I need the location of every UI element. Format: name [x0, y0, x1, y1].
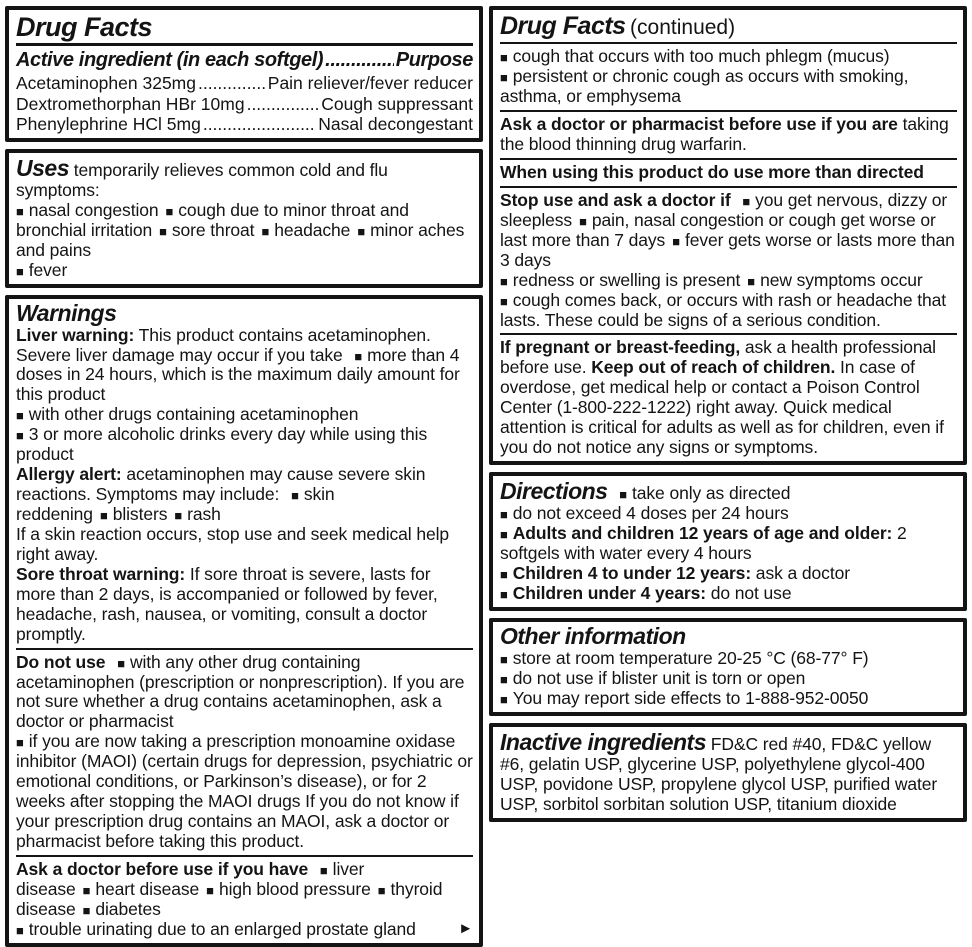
ingredient-purpose: Pain reliever/fever reducer: [267, 72, 473, 93]
warfarin-paragraph: [500, 115, 957, 155]
text-run: In case of overdose, get medical help or contact a Poison Control Center (1-800-222-1222) right away. Quick medical attention is critical for adults as well as for children, even if you do not notice any signs or symptoms.: [500, 357, 944, 458]
text-run: liver disease: [16, 858, 365, 899]
bullet-square-icon: ■: [16, 204, 24, 220]
bullet-square-icon: ■: [99, 508, 108, 524]
text-run: When using this product do use more than directed: [500, 161, 924, 182]
text-run: temporarily relieves common cold and flu symptoms:: [16, 159, 388, 201]
text-run: Keep out of reach of children.: [591, 357, 836, 378]
continued-suffix: (continued): [630, 16, 736, 39]
text-run: These could be signs of a serious condition.: [540, 309, 881, 330]
text-run: Do not use: [16, 651, 111, 672]
bullet-square-icon: ■: [117, 655, 125, 671]
bullet-square-icon: ■: [319, 862, 328, 878]
table-row: [16, 114, 473, 135]
text-run: Allergy alert:: [16, 464, 122, 485]
title-divider: [500, 42, 957, 44]
text-run: minor aches and pains: [16, 219, 465, 260]
text-run: Uses: [16, 154, 69, 181]
when-using-paragraph: [500, 163, 957, 183]
title-divider: [16, 43, 473, 46]
text-run: [607, 483, 612, 503]
dot-leader: [198, 73, 266, 94]
bullet-square-icon: ■: [82, 882, 91, 898]
bullet-square-icon: ■: [357, 223, 366, 239]
text-run: do not use if blister unit is torn or open: [512, 667, 806, 688]
bullet-square-icon: ■: [500, 587, 508, 603]
drug-facts-continued-box: [489, 6, 967, 465]
ingredient-purpose: Nasal decongestant: [318, 114, 473, 135]
text-run: ask a doctor: [751, 563, 850, 584]
text-run: rash: [187, 504, 221, 525]
text-run: Stop use and ask a doctor if: [500, 189, 736, 210]
allergy-alert-paragraph: [16, 465, 473, 565]
text-run: with other drugs containing acetaminophen: [28, 404, 359, 425]
dot-leader: [247, 94, 320, 115]
text-run: Children under 4 years:: [512, 583, 706, 604]
text-run: If a skin reaction occurs, stop use and seek medical help right away.: [16, 523, 450, 564]
text-run: sore throat: [171, 219, 255, 240]
bullet-square-icon: ■: [742, 193, 751, 209]
text-run: blisters: [112, 504, 168, 525]
inactive-ingredients-paragraph: [500, 729, 957, 815]
warnings-box: [5, 295, 483, 947]
ingredient-name: Dextromethorphan HBr 10mg: [16, 93, 245, 114]
text-run: Ask a doctor or pharmacist before use if you are: [500, 114, 898, 135]
text-run: ask a health professional before use.: [500, 337, 936, 378]
text-run: you get nervous, dizzy or sleepless: [500, 189, 948, 230]
text-run: more than 4 doses in 24 hours, which is the maximum daily amount for this product: [16, 344, 460, 405]
text-run: high blood pressure: [218, 878, 371, 899]
bullet-square-icon: ■: [500, 651, 508, 667]
text-run: 2 softgels with water every 4 hours: [500, 523, 907, 564]
text-run: Children 4 to under 12 years:: [512, 563, 752, 584]
text-run: skin reddening: [16, 484, 335, 525]
text-run: Inactive ingredients: [500, 728, 707, 755]
text-run: take only as directed: [632, 483, 791, 504]
bullet-square-icon: ■: [747, 273, 756, 289]
liver-warning-paragraph: [16, 326, 473, 466]
bullet-square-icon: ■: [500, 50, 508, 66]
directions-box: [489, 472, 967, 611]
bullet-square-icon: ■: [291, 488, 299, 504]
text-run: do not exceed 4 doses per 24 hours: [512, 503, 789, 524]
text-run: store at room temperature 20-25 °C (68-77° F): [512, 647, 869, 668]
text-run: do not use: [705, 583, 792, 604]
stop-use-paragraph: [500, 191, 957, 331]
other-information-box: [489, 618, 967, 716]
text-run: thyroid disease: [16, 878, 443, 919]
text-run: Directions: [500, 478, 608, 505]
text-run: pain, nasal congestion or cough get worse or last more than 7 days: [500, 209, 936, 250]
page-title-continued: Drug Facts: [500, 12, 626, 40]
bullet-square-icon: ■: [261, 223, 270, 239]
text-run: Sore throat warning:: [16, 563, 186, 584]
ingredient-name: Acetaminophen 325mg: [16, 72, 196, 93]
bullet-square-icon: ■: [165, 204, 174, 220]
section-divider: [500, 110, 957, 112]
dot-leader: [203, 114, 316, 135]
bullet-square-icon: ■: [500, 293, 508, 309]
ask-doctor-paragraph: [16, 860, 473, 940]
text-run: nasal congestion: [28, 200, 159, 221]
bullet-square-icon: ■: [500, 691, 508, 707]
text-run: If pregnant or breast-feeding,: [500, 337, 741, 358]
text-run: persistent or chronic cough as occurs with smoking, asthma, or emphysema: [500, 66, 909, 107]
bullet-square-icon: ■: [16, 263, 24, 279]
purpose-header: Purpose: [395, 49, 473, 72]
bullet-square-icon: ■: [619, 487, 628, 503]
continued-symptoms-paragraph: [500, 47, 957, 107]
text-run: fever: [28, 259, 68, 280]
bullet-square-icon: ■: [500, 527, 508, 543]
pregnancy-paragraph: [500, 338, 957, 458]
bullet-square-icon: ■: [16, 428, 24, 444]
text-run: trouble urinating due to an enlarged prostate gland: [28, 918, 416, 939]
inactive-ingredients-box: [489, 723, 967, 822]
text-run: FD&C red #40, FD&C yellow #6, gelatin USP, glycerine USP, polyethylene glycol-400 USP, povidone USP, propylene glycol USP, purified water USP, sorbitol sorbitan solution USP, titanium dioxide: [500, 733, 938, 814]
section-divider: [500, 186, 957, 188]
uses-paragraph: [16, 155, 473, 281]
bullet-square-icon: ■: [206, 882, 214, 898]
bullet-square-icon: ■: [579, 213, 587, 229]
text-run: new symptoms occur: [760, 269, 923, 290]
bullet-square-icon: ■: [672, 233, 680, 249]
text-run: You may report side effects to 1-888-952-0050: [512, 687, 869, 708]
section-divider: [16, 648, 473, 650]
text-run: cough that occurs with too much phlegm (mucus): [512, 46, 890, 67]
text-run: Adults and children 12 years of age and older:: [512, 523, 893, 544]
text-run: taking the blood thinning drug warfarin.: [500, 114, 949, 154]
directions-paragraph: [500, 478, 957, 604]
bullet-square-icon: ■: [500, 507, 508, 523]
text-run: with any other drug containing acetaminophen (prescription or nonprescription). If you are not sure whether a drug contains acetaminophen, ask a doctor or pharmacist: [16, 651, 465, 732]
text-run: cough due to minor throat and bronchial irritation: [16, 200, 409, 240]
do-not-use-paragraph: [16, 653, 473, 852]
text-run: acetaminophen may cause severe skin reactions. Symptoms may include:: [16, 464, 426, 505]
bullet-square-icon: ■: [500, 70, 508, 86]
bullet-square-icon: ■: [16, 408, 24, 424]
bullet-square-icon: ■: [377, 882, 386, 898]
text-run: fever gets worse or lasts more than 3 days: [500, 229, 955, 270]
bullet-square-icon: ■: [354, 348, 363, 364]
section-divider: [500, 333, 957, 335]
sore-throat-warning-paragraph: [16, 565, 473, 645]
page-title: Drug Facts: [16, 12, 153, 42]
active-ingredient-header: Active ingredient (in each softgel): [16, 49, 324, 72]
table-row: [16, 73, 473, 94]
bullet-square-icon: ■: [500, 273, 508, 289]
table-row: [16, 94, 473, 115]
text-run: If sore throat is severe, lasts for more than 2 days, is accompanied or followed by fever, headache, rash, nausea, or vomiting, consult a doctor promptly.: [16, 563, 438, 644]
warnings-heading: Warnings: [16, 299, 117, 326]
other-information-paragraph: [500, 649, 957, 709]
bullet-square-icon: ■: [500, 567, 508, 583]
bullet-square-icon: ■: [174, 508, 183, 524]
bullet-square-icon: ■: [16, 922, 24, 938]
dot-leader: [325, 49, 394, 73]
text-run: 3 or more alcoholic drinks every day while using this product: [16, 424, 428, 465]
text-run: headache: [274, 219, 351, 240]
text-run: Liver warning:: [16, 324, 135, 345]
bullet-square-icon: ■: [82, 902, 91, 918]
text-run: if you are now taking a prescription monoamine oxidase inhibitor (MAOI) (certain drugs for depression, psychiatric or emotional conditions, or Parkinson’s disease), or for 2 weeks after stopping the MAOI drugs If you do not know if your prescription drug contains an MAOI, ask a doctor or pharmacist before taking this product.: [16, 731, 473, 852]
uses-box: [5, 149, 483, 288]
text-run: redness or swelling is present: [512, 269, 741, 290]
text-run: Ask a doctor before use if you have: [16, 858, 313, 879]
drug-facts-main-box: [5, 6, 483, 142]
active-ingredient-header-row: [16, 49, 473, 73]
other-information-heading: Other information: [500, 622, 686, 649]
continuation-arrow-icon: ►: [458, 919, 473, 937]
bullet-square-icon: ■: [159, 223, 167, 239]
bullet-square-icon: ■: [500, 671, 508, 687]
text-run: This product contains acetaminophen. Severe liver damage may occur if you take: [16, 324, 431, 365]
ingredient-purpose: Cough suppressant: [321, 93, 473, 114]
right-column: [489, 6, 967, 814]
text-run: heart disease: [95, 878, 200, 899]
section-divider: [16, 855, 473, 857]
continued-title-row: [500, 13, 957, 39]
section-divider: [500, 158, 957, 160]
left-column: [5, 6, 483, 939]
ingredient-name: Phenylephrine HCl 5mg: [16, 114, 201, 135]
text-run: diabetes: [95, 898, 161, 919]
text-run: cough comes back, or occurs with rash or headache that lasts.: [500, 289, 947, 330]
bullet-square-icon: ■: [16, 735, 24, 751]
